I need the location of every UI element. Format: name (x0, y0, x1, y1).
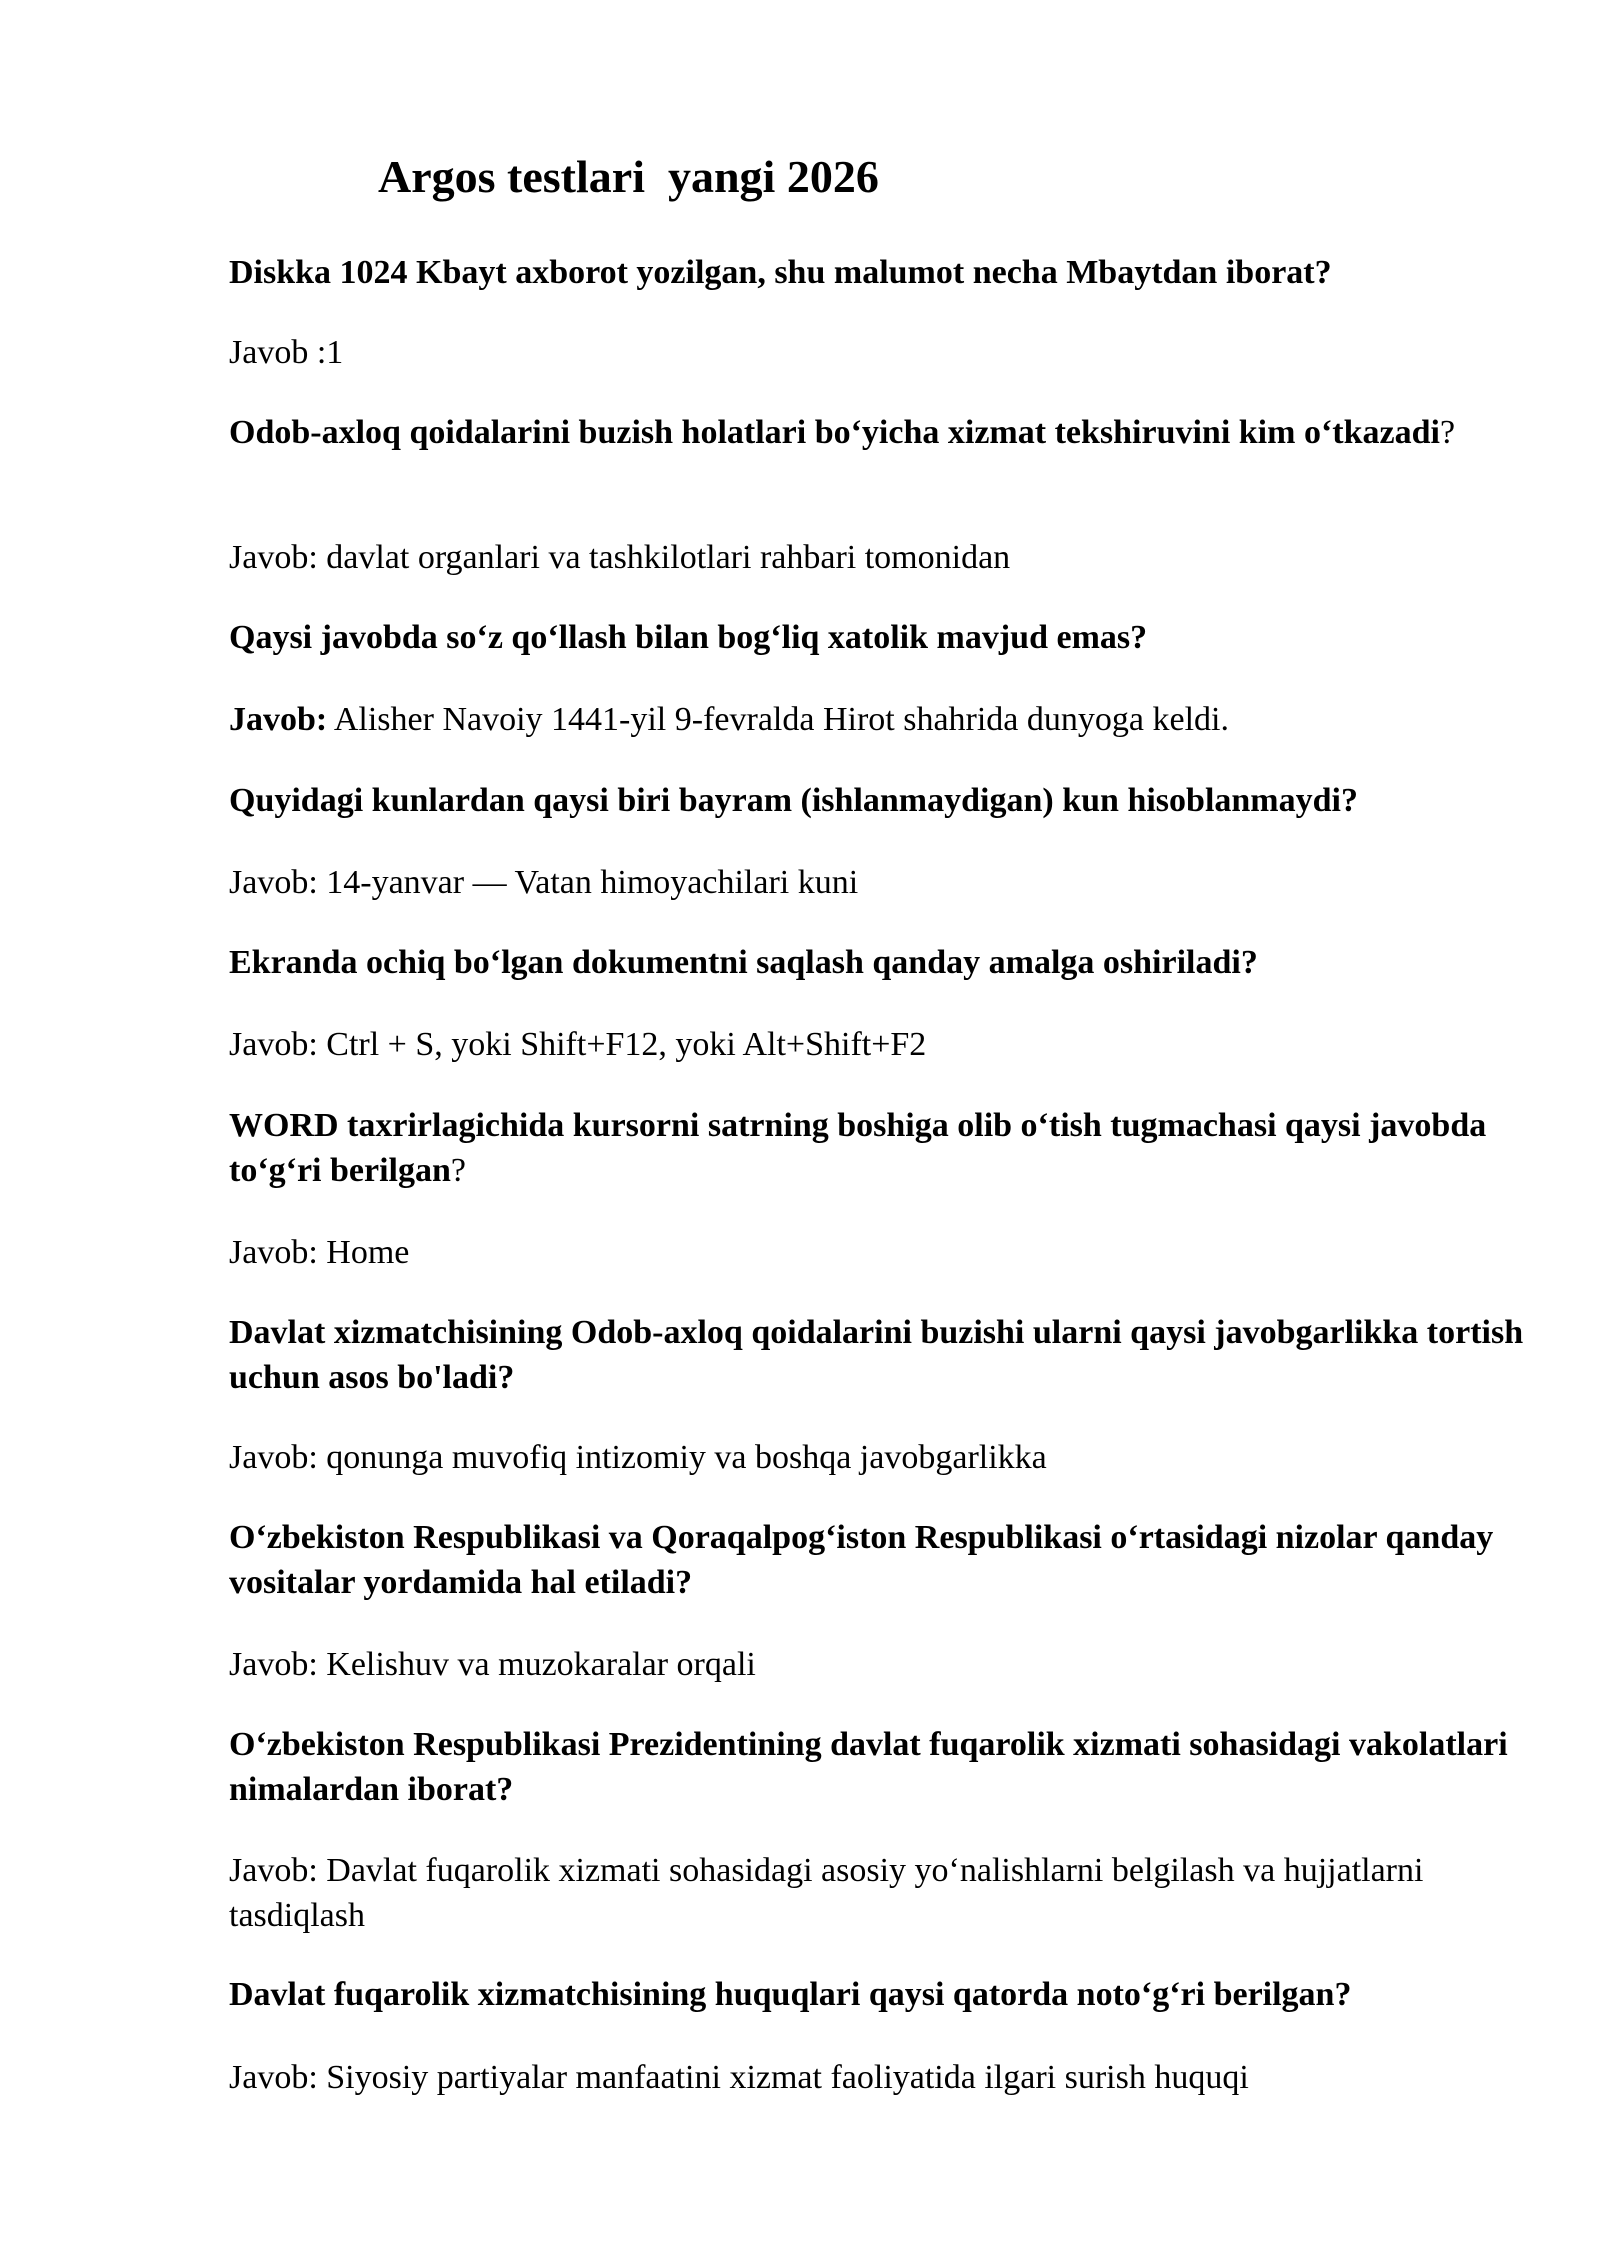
question-text: O‘zbekiston Respublikasi Prezidentining davlat fuqarolik xizmati sohasidagi vakolatlari nimalardan iborat? (229, 1726, 1508, 1808)
answer-text: Javob: Kelishuv va muzokaralar orqali (229, 1646, 756, 1683)
answer-text: Javob: 14-yanvar — Vatan himoyachilari kuni (229, 864, 859, 901)
answer-text: Javob: qonunga muvofiq intizomiy va boshqa javobgarlikka (229, 1439, 1047, 1476)
question-text: WORD taxrirlagichida kursorni satrning boshiga olib o‘tish tugmachasi qaysi javobda to‘g‘ri berilgan (229, 1107, 1487, 1189)
question-text: Davlat xizmatchisining Odob-axloq qoidalarini buzishi ularni qaysi javobgarlikka tortish uchun asos bo'ladi? (229, 1314, 1524, 1396)
qa-item-9 (229, 1722, 1529, 1812)
question-text: Qaysi javobda so‘z qo‘llash bilan bog‘liq xatolik mavjud emas? (229, 619, 1148, 656)
answer-text: Javob: Davlat fuqarolik xizmati sohasidagi asosiy yo‘nalishlarni belgilash va hujjatlarni tasdiqlash (229, 1852, 1424, 1934)
qa-item-10 (229, 1972, 1529, 2017)
answer-text: Javob: Home (229, 1234, 410, 1271)
qa-item-2 (229, 410, 1529, 455)
question-10 (229, 1972, 1529, 2017)
answer-text: Javob: Ctrl + S, yoki Shift+F12, yoki Alt+Shift+F2 (229, 1026, 927, 1063)
answer-4 (229, 860, 1529, 905)
answer-text: Javob: davlat organlari va tashkilotlari rahbari tomonidan (229, 539, 1011, 576)
question-text: Odob-axloq qoidalarini buzish holatlari bo‘yicha xizmat tekshiruvini kim o‘tkazadi (229, 414, 1440, 451)
answer-block-4 (229, 860, 1529, 905)
question-text: Quyidagi kunlardan qaysi biri bayram (ishlanmaydigan) kun hisoblanmaydi? (229, 782, 1358, 819)
answer-block-5 (229, 1022, 1529, 1067)
question-7 (229, 1310, 1529, 1400)
question-3 (229, 615, 1529, 660)
answer-block-1 (229, 330, 1529, 375)
question-2 (229, 410, 1529, 455)
answer-6 (229, 1230, 1529, 1275)
answer-8 (229, 1642, 1529, 1687)
answer-text: Javob :1 (229, 334, 344, 371)
qa-item-4 (229, 778, 1529, 823)
qa-item-1 (229, 250, 1529, 295)
qa-item-7 (229, 1310, 1529, 1400)
answer-block-2 (229, 535, 1529, 580)
question-text: Diskka 1024 Kbayt axborot yozilgan, shu malumot necha Mbaytdan iborat? (229, 254, 1332, 291)
answer-block-6 (229, 1230, 1529, 1275)
answer-block-8 (229, 1642, 1529, 1687)
question-trail: ? (1439, 414, 1456, 451)
answer-2 (229, 535, 1529, 580)
qa-item-5 (229, 940, 1529, 985)
qa-item-8 (229, 1515, 1529, 1605)
answer-block-7 (229, 1435, 1529, 1480)
question-6 (229, 1103, 1529, 1193)
question-4 (229, 778, 1529, 823)
answer-3 (229, 697, 1529, 742)
question-9 (229, 1722, 1529, 1812)
answer-text: Alisher Navoiy 1441-yil 9-fevralda Hirot shahrida dunyoga keldi. (327, 701, 1229, 738)
answer-block-3 (229, 697, 1529, 742)
document-title: Argos testlari yangi 2026 (378, 151, 879, 202)
answer-1 (229, 330, 1529, 375)
answer-label: Javob: (229, 701, 328, 738)
answer-block-10 (229, 2055, 1529, 2100)
answer-5 (229, 1022, 1529, 1067)
question-1 (229, 250, 1529, 295)
answer-text: Javob: Siyosiy partiyalar manfaatini xizmat faoliyatida ilgari surish huquqi (229, 2059, 1249, 2096)
question-8 (229, 1515, 1529, 1605)
question-text: O‘zbekiston Respublikasi va Qoraqalpog‘iston Respublikasi o‘rtasidagi nizolar qanday vositalar yordamida hal etiladi? (229, 1519, 1494, 1601)
qa-item-6 (229, 1103, 1529, 1193)
answer-7 (229, 1435, 1529, 1480)
answer-block-9 (229, 1848, 1529, 1938)
question-5 (229, 940, 1529, 985)
question-text: Davlat fuqarolik xizmatchisining huquqlari qaysi qatorda noto‘g‘ri berilgan? (229, 1976, 1352, 2013)
answer-9 (229, 1848, 1529, 1938)
qa-item-3 (229, 615, 1529, 660)
answer-10 (229, 2055, 1529, 2100)
question-text: Ekranda ochiq bo‘lgan dokumentni saqlash qanday amalga oshiriladi? (229, 944, 1258, 981)
question-trail: ? (450, 1152, 466, 1189)
